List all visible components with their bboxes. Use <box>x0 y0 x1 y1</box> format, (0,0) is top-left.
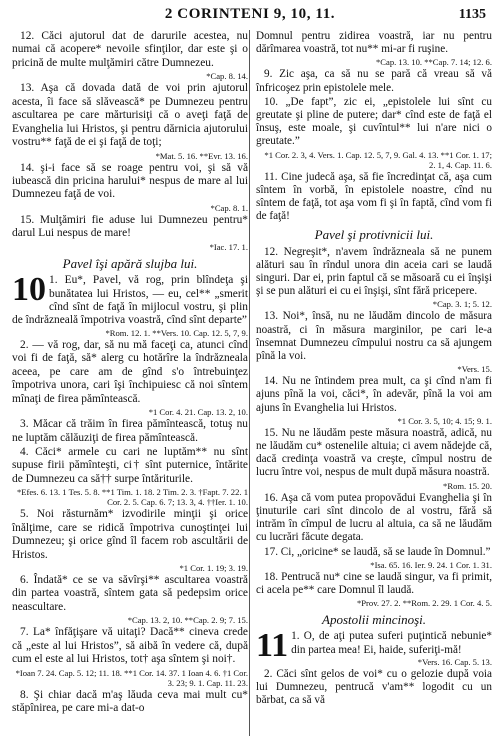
verse-10-8: 8. Şi chiar dacă m'aş lăuda ceva mai mult cu* stăpînirea, pe care mi-a dat-o <box>12 688 248 715</box>
column-divider <box>249 30 250 736</box>
verse-11-2: 2. Căci sînt gelos de voi* cu o gelozie după voia lui Dumnezeu, pentrucă v'am** logodit cu un bărbat, ca să vă <box>256 667 492 707</box>
footnote-10-17: *Isa. 65. 16. Ier. 9. 24. 1 Cor. 1. 31. <box>370 559 492 570</box>
chapter-number: 10 <box>12 271 46 309</box>
footnote-10-6: *Cap. 13. 2, 10. **Cap. 2. 9; 7. 15. <box>127 615 248 626</box>
section-heading: Pavel şi protivnicii lui. <box>314 227 434 243</box>
page-number: 1135 <box>458 7 486 22</box>
footnote-9-13: *Mat. 5. 16. **Evr. 13. 16. <box>155 150 248 161</box>
footnote-10-4: *Efes. 6. 13. 1 Tes. 5. 8. **1 Tim. 1. 18. 2 Tim. 2. 3. †Fapt. 7. 22. 1 Cor. 2. 5. Cap. 6. 7; 13. 3, 4. ††Ier. 1. 10. <box>16 487 248 508</box>
footnote-11-1: *Vers. 16. Cap. 5. 13. <box>417 656 492 667</box>
right-column <box>256 30 492 708</box>
verse-10-12: 12. Negreşit*, n'avem îndrăzneala să ne punem alături sau în rîndul unora din aceia cari se laudă singuri. Dar ei, prin faptul că se măsoară cu ei înşişi şi se pun alături ei cu ei înşişi, sînt fără pricepere. <box>256 245 492 298</box>
verse-10-2: 2. — vă rog, dar, să nu mă faceţi ca, atunci cînd voi fi de faţă, să* alerg cu hotărîre la îndrăzneala aceea, pe care am de gînd s'o întrebuinţez împotriva unora, cari îşi închipuiesc că noi sîntem mînaţi de firea pămîntească. <box>12 338 248 405</box>
footnote-10-10: *1 Cor. 2. 3, 4. Vers. 1. Cap. 12. 5, 7, 9. Gal. 4. 13. **1 Cor. 1. 17; 2. 1, 4. Cap. 11. 6. <box>264 149 492 170</box>
chapter-10-start <box>12 271 248 328</box>
verse-10-5: 5. Noi răsturnăm* izvodirile minţii şi orice înălţime, care se ridică împotriva cunoştinţei lui Dumnezeu; şi orice gînd îl facem rob ascultării de Hristos. <box>12 508 248 561</box>
footnote-10-18: *Prov. 27. 2. **Rom. 2. 29. 1 Cor. 4. 5. <box>356 598 492 609</box>
verse-9-14: 14. şi-i face să se roage pentru voi, şi să vă iubească din pricina harului* nespus de mare al lui Dumnezeu faţă de voi. <box>12 161 248 201</box>
verse-10-10: 10. „De fapt”, zic ei, „epistolele lui sînt cu greutate şi pline de putere; dar* cînd este de faţă el însuş, este moale, şi cuvîntul** lui n'are nici o greutate.” <box>256 95 492 148</box>
verse-10-14: 14. Nu ne întindem prea mult, ca şi cînd n'am fi ajuns pînă la voi, căci*, în adevăr, pînă la voi am ajuns în Evanghelia lui Hristos. <box>256 375 492 414</box>
verse-9-12: 12. Căci ajutorul dat de darurile acestea, nu numai că acopere* nevoile sfinţilor, dar este şi o pricină de multe mulţămiri către Dumnezeu. <box>12 30 248 69</box>
verse-10-4: 4. Căci* armele cu cari ne luptăm** nu sînt supuse firii pămînteşti, ci† sînt puternice, întărite de Dumnezeu ca să†† surpe întăriturile. <box>12 445 248 485</box>
verse-10-9: 9. Zic aşa, ca să nu se pară că vreau să vă înfricoşez prin epistolele mele. <box>256 68 492 94</box>
footnote-9-14: *Cap. 8. 1. <box>210 202 248 213</box>
chapter-number: 11 <box>256 627 289 665</box>
footnote-10-13: *Vers. 15. <box>457 364 492 375</box>
verse-10-17: 17. Ci, „oricine* se laudă, să se laude în Domnul.” <box>264 545 491 558</box>
section-heading: Pavel îşi apără slujba lui. <box>62 255 198 271</box>
running-title: 2 CORINTENI 9, 10, 11. <box>164 6 336 22</box>
page-header <box>0 4 500 26</box>
footnote-10-12: *Cap. 3. 1; 5. 12. <box>432 299 492 310</box>
footnote-9-15: *Iac. 17. 1. <box>209 241 248 252</box>
verse-10-7: 7. La* înfăţişare vă uitaţi? Dacă** cineva crede că „este al lui Hristos”, să aibă în vedere că, după cum el este al lui Hristos, tot† aşa sîntem şi noi†. <box>12 626 248 666</box>
footnote-10-1: *Rom. 12. 1. **Vers. 10. Cap. 12. 5, 7, 9. <box>105 327 248 338</box>
footnote-9-12: *Cap. 8. 14. <box>206 71 248 82</box>
verse-10-18: 18. Pentrucă nu* cine se laudă singur, va fi primit, ci acela pe** care Domnul îl laudă. <box>256 570 492 596</box>
footnote-10-2: *1 Cor. 4. 21. Cap. 13. 2, 10. <box>148 407 248 418</box>
verse-9-15: 15. Mulţămiri fie aduse lui Dumnezeu pentru* darul Lui nespus de mare! <box>12 213 248 240</box>
verse-10-13: 13. Noi*, însă, nu ne lăudăm dincolo de măsura noastră, ci în măsura marginilor, pe cari le-a însemnat Dumnezeu cîmpului nostru ca să ajungem pînă la voi. <box>256 310 492 363</box>
verse-10-15: 15. Nu ne lăudăm peste măsura noastră, adică, nu ne lăudăm cu* ostenelile altuia; ci avem nădejde că, dacă credinţa voastră va creşte, cîmpul nostru de lucru între voi, nespus de mult după măsura noastră. <box>256 426 492 479</box>
verse-10-11: 11. Cine judecă aşa, să fie încredinţat că, aşa cum sîntem în vorbă, în epistolele noastre, cînd nu sîntem de faţă, tot aşa vom fi şi în faptă, cînd vom fi de faţă! <box>256 170 492 223</box>
verse-10-1: 1. Eu*, Pavel, vă rog, prin blîndeţa şi bunătatea lui Hristos, — eu, cel** „smerit cînd sînt de faţă în mijlocul vostru, şi plin de îndrăzneală împotriva voastră, cînd sînt departe” <box>12 274 248 327</box>
footnote-10-7: *Ioan 7. 24. Cap. 5. 12; 11. 18. **1 Cor. 14. 37. 1 Ioan 4. 6. †1 Cor. 3. 23; 9. 1. Cap. 11. 23. <box>15 667 248 688</box>
footnote-10-15: *Rom. 15. 20. <box>443 480 492 491</box>
verse-10-8-continued: Domnul pentru zidirea voastră, iar nu pentru dărîmarea voastră, tot nu** mi-ar fi ruşine. <box>256 30 492 56</box>
left-column <box>12 30 248 717</box>
verse-9-13: 13. Aşa că dovada dată de voi prin ajutorul acesta, îi face să slăvească* pe Dumnezeu pentru ascultarea pe care mărturisiţi că o aveţi faţă de Evanghelia lui Hristos, şi pentru dărnicia ajutorului vostru** faţă de ei şi faţă de toţi; <box>12 82 248 149</box>
verse-10-16: 16. Aşa că vom putea propovădui Evanghelia şi în ţinuturile cari sînt dincolo de al vostru, fără să intrăm în cîmpul de lucru al altuia, ca să ne lăudăm cu lucrări făcute degata. <box>256 491 492 544</box>
verse-10-6: 6. Îndată* ce se va săvîrşi** ascultarea voastră din partea voastră, sîntem gata să pedepsim orice neascultare. <box>12 574 248 613</box>
section-heading: Apostolii mincinoşi. <box>322 612 426 628</box>
footnote-10-14: *1 Cor. 3. 5, 10; 4. 15; 9. 1. <box>397 415 492 426</box>
footnote-10-8: *Cap. 13. 10. **Cap. 7. 14; 12. 6. <box>375 57 492 68</box>
footnote-10-5: *1 Cor. 1. 19; 3. 19. <box>179 563 248 573</box>
verse-10-3: 3. Măcar că trăim în firea pămîntească, totuş nu ne luptăm călăuziţi de firea pămîntească. <box>12 418 248 444</box>
verse-11-1: 1. O, de aţi putea suferi puţintică nebunie* din partea mea! Ei, haide, suferiţi-mă! <box>291 630 492 656</box>
